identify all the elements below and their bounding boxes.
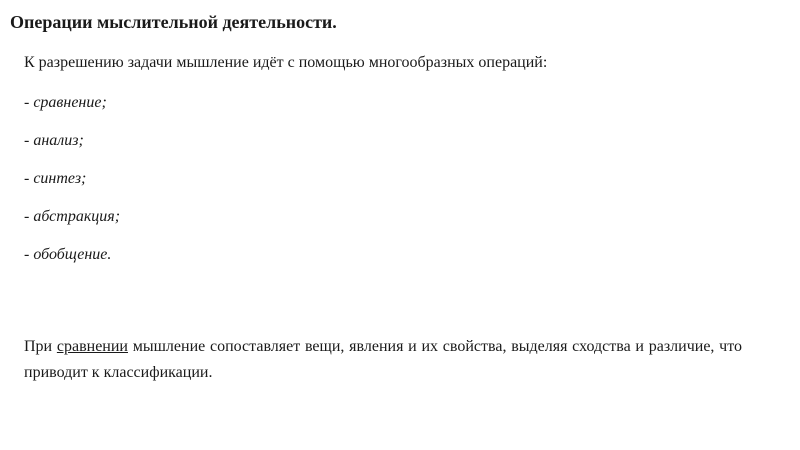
list-dash: - [24,94,34,111]
operation-term: сравнение; [33,94,107,111]
operation-term: обобщение. [33,246,112,263]
comparison-paragraph [24,334,742,386]
list-dash: - [24,132,34,149]
operation-term: абстракция; [33,208,121,225]
list-item [24,130,120,152]
intro-text: К разрешению задачи мышление идёт с помощью многообразных операций: [24,54,548,71]
list-item [24,244,120,266]
paragraph-start: При [24,338,57,355]
paragraph-rest: мышление сопоставляет вещи, явления и их свойства, выделяя сходства и различие, что приводит к классификации. [24,338,742,381]
list-item [24,168,120,190]
page-title: Операции мыслительной деятельности. [10,12,337,32]
list-item [24,92,120,114]
operation-term: синтез; [33,170,87,187]
underlined-term: сравнении [56,338,128,355]
list-item [24,206,120,228]
operation-term: анализ; [33,132,84,149]
list-dash: - [24,170,34,187]
operations-list [24,92,120,282]
list-dash: - [24,208,34,225]
list-dash: - [24,246,34,263]
